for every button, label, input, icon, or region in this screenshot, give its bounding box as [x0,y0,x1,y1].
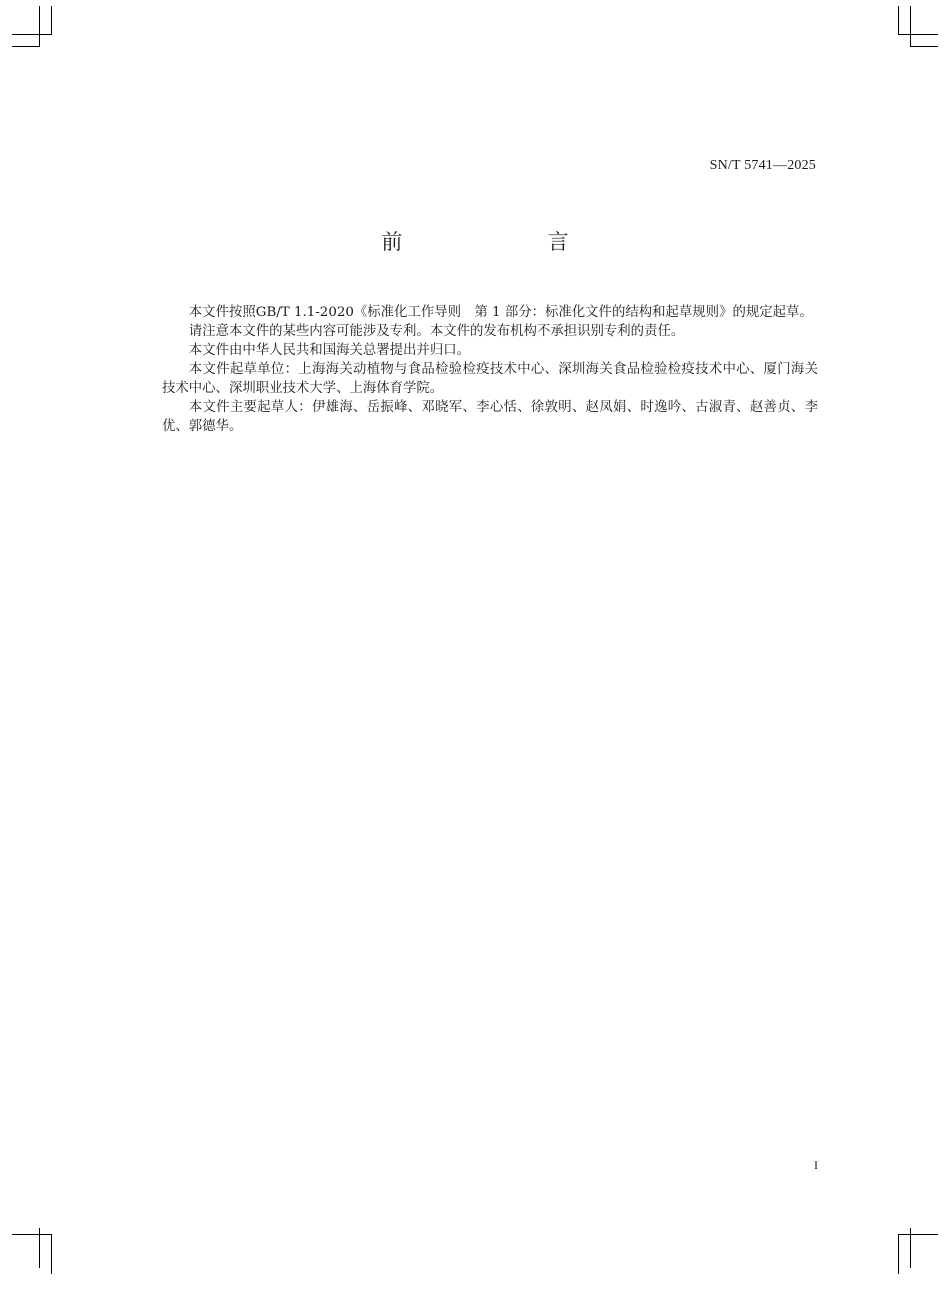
crop-mark-top-right-horizontal-2 [910,46,938,47]
crop-mark-top-right-horizontal [898,34,938,35]
crop-mark-top-left-horizontal [12,34,52,35]
crop-mark-bottom-right-horizontal [898,1234,938,1235]
paragraph-drafting-rules: 本文件按照GB/T 1.1-2020《标准化工作导则 第 1 部分：标准化文件的结构和起草规则》的规定起草。 [188,305,813,320]
paragraph-drafters: 本文件主要起草人：伊雄海、岳振峰、邓晓军、李心恬、徐敦明、赵凤娟、时逸吟、古淑青、赵善贞、李优、郭德华。 [162,400,818,434]
crop-mark-top-left-horizontal-2 [12,46,40,47]
paragraph-patent-notice: 请注意本文件的某些内容可能涉及专利。本文件的发布机构不承担识别专利的责任。 [188,324,685,339]
crop-mark-top-left-vertical [39,6,40,46]
crop-mark-top-left-vertical-2 [51,6,52,34]
page-number: I [814,1158,818,1172]
crop-mark-top-right-vertical-2 [910,6,911,46]
crop-mark-top-right-vertical [898,6,899,34]
paragraph-drafting-units: 本文件起草单位：上海海关动植物与食品检验检疫技术中心、深圳海关食品检验检疫技术中心、厦门海关技术中心、深圳职业技术大学、上海体育学院。 [162,362,818,396]
paragraph-proposer: 本文件由中华人民共和国海关总署提出并归口。 [188,343,470,358]
standard-number: SN/T 5741—2025 [709,158,816,173]
crop-mark-bottom-left-horizontal [12,1234,52,1235]
preface-body [162,303,818,436]
page-title: 前 言 [381,230,613,254]
crop-mark-bottom-left-vertical-2 [51,1234,52,1274]
crop-mark-bottom-right-vertical [898,1234,899,1274]
